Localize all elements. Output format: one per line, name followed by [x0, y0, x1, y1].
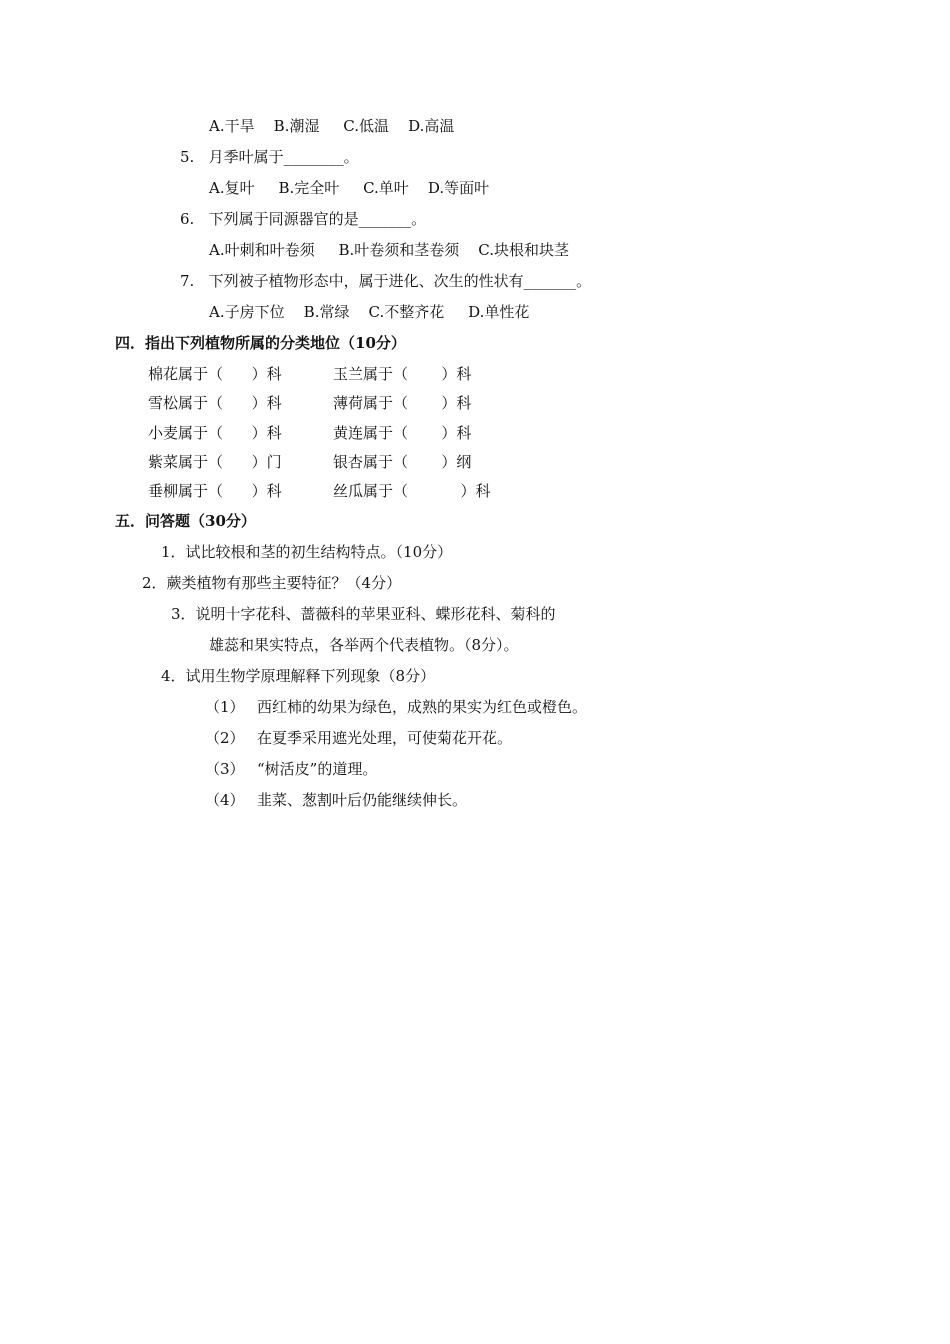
sub-num-1: （1）	[205, 698, 245, 716]
sub-num-4: （4）	[205, 791, 245, 809]
taxon-left-2: 雪松属于（ ）科	[148, 394, 282, 412]
q5-options: A.复叶 B.完全叶 C.单叶 D.等面叶	[209, 179, 490, 197]
qa-3-line2: 雄蕊和果实特点，各举两个代表植物。（8分）。	[209, 636, 519, 654]
qa-2: 2．蕨类植物有那些主要特征？（4分）	[142, 574, 402, 592]
q6-options: A.叶刺和叶卷须 B.叶卷须和茎卷须 C.块根和块茎	[209, 241, 570, 259]
taxon-right-4: 银杏属于（ ）纲	[333, 453, 472, 471]
sub-num-2: （2）	[205, 729, 245, 747]
section5-heading: 五．问答题（30分）	[115, 512, 256, 530]
qa-3-line1: 3．说明十字花科、蔷薇科的苹果亚科、蝶形花科、菊科的	[171, 605, 556, 623]
q4-options: A.干旱 B.潮湿 C.低温 D.高温	[209, 117, 455, 135]
sub-text-2: 在夏季采用遮光处理，可使菊花开花。	[257, 729, 513, 747]
sub-text-1: 西红柿的幼果为绿色，成熟的果实为红色或橙色。	[257, 698, 588, 716]
qa-4: 4．试用生物学原理解释下列现象（8分）	[161, 667, 436, 685]
q7-text: 7. 下列被子植物形态中，属于进化、次生的性状有_______。	[180, 272, 592, 290]
qa-1: 1．试比较根和茎的初生结构特点。（10分）	[161, 543, 453, 561]
taxon-right-2: 薄荷属于（ ）科	[333, 394, 472, 412]
taxon-left-5: 垂柳属于（ ）科	[148, 482, 282, 500]
taxon-right-5: 丝瓜属于（ ）科	[333, 482, 491, 500]
q6-text: 6. 下列属于同源器官的是_______。	[180, 210, 427, 228]
taxon-left-1: 棉花属于（ ）科	[148, 365, 282, 383]
taxon-left-3: 小麦属于（ ）科	[148, 424, 282, 442]
section4-heading: 四．指出下列植物所属的分类地位（10分）	[115, 334, 406, 352]
sub-text-3: “树活皮”的道理。	[257, 760, 378, 778]
sub-num-3: （3）	[205, 760, 245, 778]
sub-text-4: 韭菜、葱割叶后仍能继续伸长。	[257, 791, 468, 809]
q7-options: A.子房下位 B.常绿 C.不整齐花 D.单性花	[209, 303, 530, 321]
taxon-right-1: 玉兰属于（ ）科	[333, 365, 472, 383]
q5-text: 5. 月季叶属于________。	[180, 148, 359, 166]
taxon-left-4: 紫菜属于（ ）门	[148, 453, 282, 471]
taxon-right-3: 黄连属于（ ）科	[333, 424, 472, 442]
